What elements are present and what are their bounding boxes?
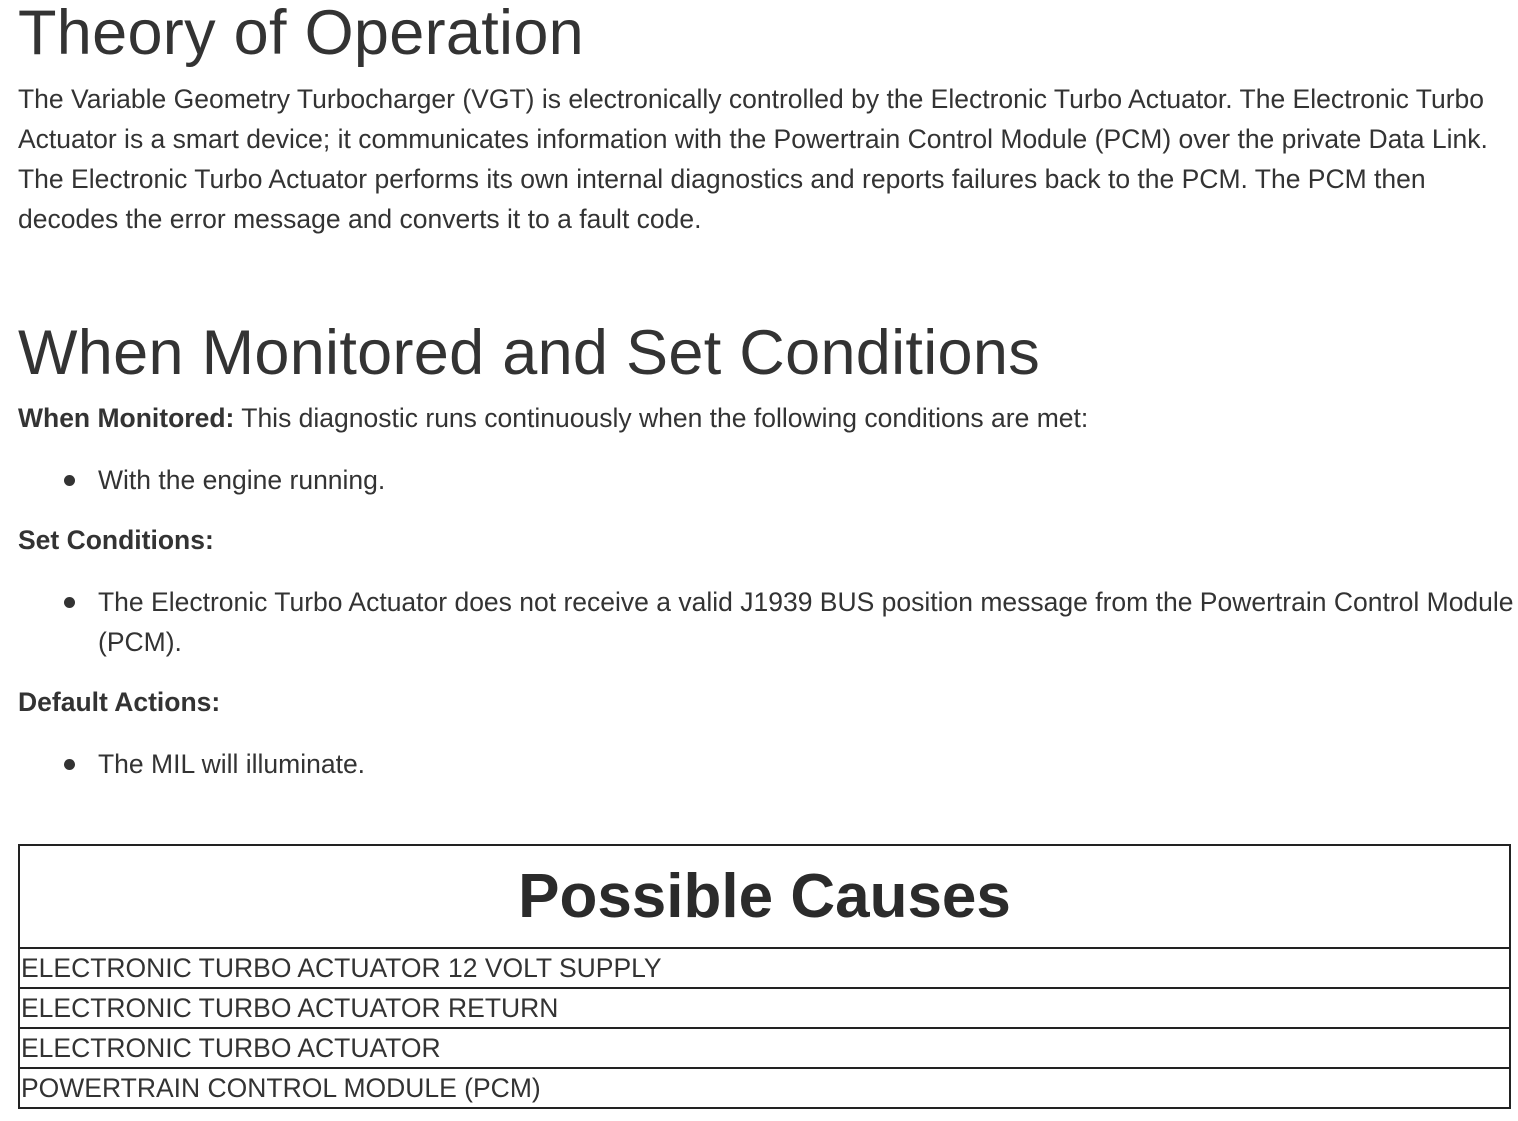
monitored-conditions-heading: When Monitored and Set Conditions	[18, 318, 1040, 388]
cause-cell: ELECTRONIC TURBO ACTUATOR RETURN	[19, 988, 1510, 1028]
default-actions-label: Default Actions:	[18, 687, 221, 717]
table-row	[19, 1068, 1510, 1108]
list-item	[0, 582, 1516, 662]
theory-paragraph: The Variable Geometry Turbocharger (VGT) is electronically controlled by the Electronic Turbo Actuator. The Electronic Turbo Actuator is a smart device; it communicates information with the Powertrain Control Module (PCM) over the private Data Link. The Electronic Turbo Actuator performs its own internal diagnostics and reports failures back to the PCM. The PCM then decodes the error message and converts it to a fault code.	[18, 84, 1488, 234]
table-row	[19, 948, 1510, 988]
possible-causes-header: Possible Causes	[19, 845, 1510, 948]
list-item-text: The Electronic Turbo Actuator does not receive a valid J1939 BUS position message from the Powertrain Control Module (PCM).	[98, 587, 1514, 657]
cause-cell: ELECTRONIC TURBO ACTUATOR 12 VOLT SUPPLY	[19, 948, 1510, 988]
set-conditions-label: Set Conditions:	[18, 525, 214, 555]
bullet-icon	[64, 759, 75, 770]
list-item	[0, 460, 1516, 500]
when-monitored-label: When Monitored:	[18, 403, 235, 433]
bullet-icon	[64, 597, 75, 608]
table-row	[19, 988, 1510, 1028]
when-monitored-line	[18, 398, 1088, 438]
cause-cell: POWERTRAIN CONTROL MODULE (PCM)	[19, 1068, 1510, 1108]
when-monitored-text: This diagnostic runs continuously when the following conditions are met:	[234, 403, 1089, 433]
list-item-text: The MIL will illuminate.	[98, 749, 366, 779]
possible-causes-table	[18, 844, 1511, 1109]
table-row	[19, 1028, 1510, 1068]
theory-of-operation-heading: Theory of Operation	[18, 0, 584, 68]
when-monitored-list	[0, 460, 1516, 500]
list-item	[0, 744, 1516, 784]
cause-cell: ELECTRONIC TURBO ACTUATOR	[19, 1028, 1510, 1068]
bullet-icon	[64, 475, 75, 486]
set-conditions-list	[0, 582, 1516, 662]
table-header-row	[19, 845, 1510, 948]
list-item-text: With the engine running.	[98, 465, 386, 495]
default-actions-list	[0, 744, 1516, 784]
